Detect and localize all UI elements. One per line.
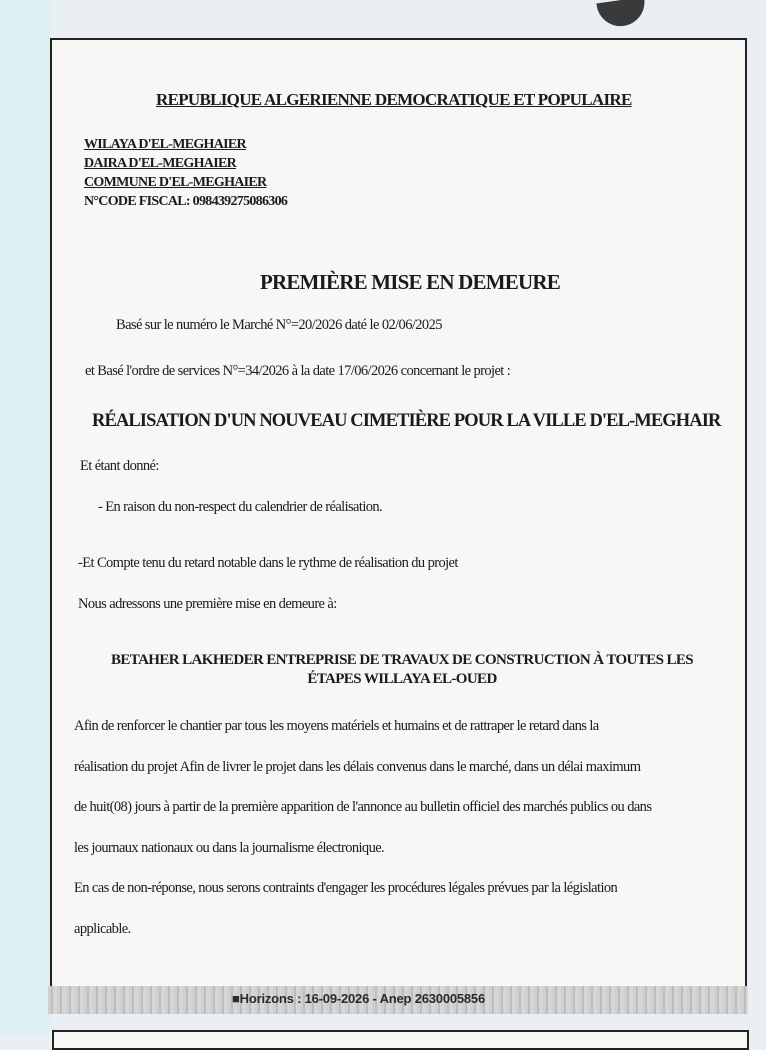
given-line: Et étant donné: (80, 458, 159, 474)
notice-document (50, 38, 747, 1013)
reason-calendar: - En raison du non-respect du calendrier de réalisation. (98, 499, 383, 515)
notice-title: PREMIÈRE MISE EN DEMEURE (260, 270, 560, 294)
code-fiscal-line: N°CODE FISCAL: 098439275086306 (84, 194, 288, 209)
body-line: réalisation du projet Afin de livrer le projet dans les délais convenus dans le marché, dans un délai maximum (74, 758, 641, 775)
body-line: Afin de renforcer le chantier par tous les moyens matériels et humains et de rattraper le retard dans la (74, 718, 599, 734)
reason-delay: -Et Compte tenu du retard notable dans le rythme de réalisation du projet (78, 555, 458, 571)
company-line-2: ÉTAPES WILLAYA EL-OUED (307, 671, 497, 687)
project-title: RÉALISATION D'UN NOUVEAU CIMETIÈRE POUR LA VILLE D'EL-MEGHAIR (92, 411, 721, 431)
next-notice-edge (52, 1030, 749, 1050)
notice-body (74, 706, 734, 949)
company-name-block (72, 651, 732, 689)
body-line: En cas de non-réponse, nous serons contraints d'engager les procédures légales prévues par la législation (74, 880, 618, 896)
daira-line: DAIRA D'EL-MEGHAIER (84, 156, 236, 171)
scan-background-strip (0, 0, 50, 1037)
wilaya-line: WILAYA D'EL-MEGHAIER (84, 137, 246, 152)
commune-line: COMMUNE D'EL-MEGHAIER (84, 175, 267, 190)
company-line-1: BETAHER LAKHEDER ENTREPRISE DE TRAVAUX DE CONSTRUCTION À TOUTES LES (110, 652, 694, 668)
addressed-line: Nous adressons une première mise en demeure à: (78, 596, 337, 612)
service-order-line: et Basé l'ordre de services N°=34/2026 à la date 17/06/2026 concernant le projet : (85, 363, 511, 379)
scan-artifact (596, 0, 647, 29)
republic-heading: REPUBLIQUE ALGERIENNE DEMOCRATIQUE ET POPULAIRE (156, 90, 632, 109)
body-line: de huit(08) jours à partir de la première apparition de l'annonce au bulletin officiel des marchés publics ou dans (74, 799, 652, 815)
body-line: les journaux nationaux ou dans la journalisme électronique. (74, 839, 385, 856)
body-line: applicable. (74, 920, 131, 937)
publication-source: ■Horizons : 16-09-2026 - Anep 2630005856 (232, 991, 485, 1006)
market-basis-line: Basé sur le numéro le Marché N°=20/2026 daté le 02/06/2025 (116, 317, 442, 333)
